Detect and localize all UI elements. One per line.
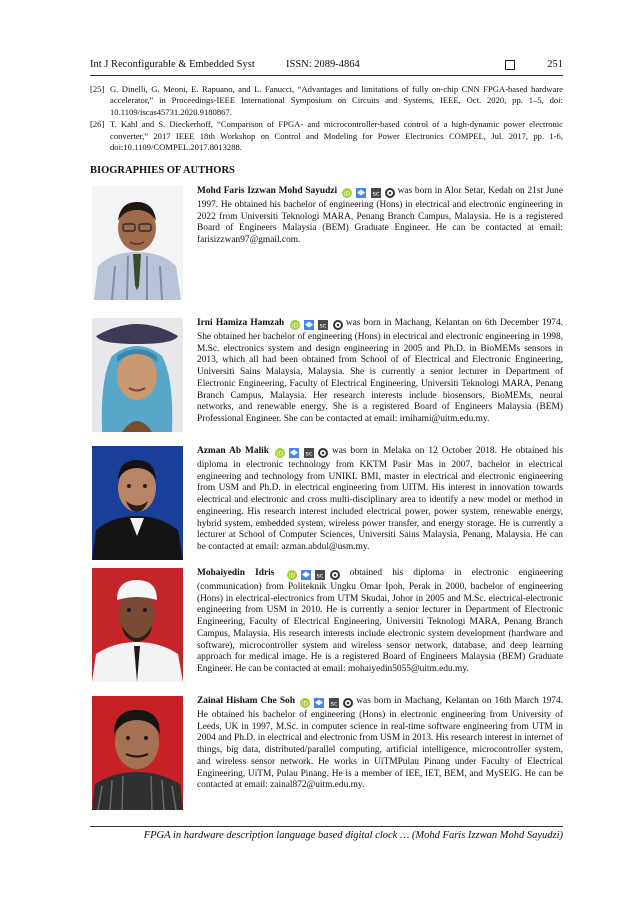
- author-profile-icons: [298, 698, 353, 710]
- svg-text:sc: sc: [330, 699, 338, 708]
- reference-item: [90, 119, 563, 153]
- publons-icon[interactable]: [385, 188, 395, 198]
- scholar-icon[interactable]: [304, 320, 314, 330]
- header-divider: [90, 75, 563, 76]
- author-description: was born in Melaka on 12 October 2018. He obtained his diploma in electronic technology from KKTM Pasir Mas in 2007, bachelor in electrical engineering and technology from UNIKL BMI, master in electrical and electronic engineering from USM and Ph.D. in electrical engineering from UITM. His interest in innovation towards electrical and electronic and cross multi-disciplinary area to identify a new model or method in engineering. His research interest included electrical power, power system, renewable energy, hybrid system, embedded system, wireless power transfer, and energy storage. He is currently a lecturer at School of Computer Sciences, Universiti Sains Malaysia, Penang, Malaysia. He can be contacted at email: azman.abdul@usm.my.: [197, 446, 564, 552]
- bio-paragraph: [197, 186, 563, 247]
- publons-icon[interactable]: [343, 698, 353, 708]
- reference-text: T. Kahl and S. Dieckerhoff, “Comparison of FPGA- and microcontroller-based control of a high-dynamic power electronic converter,” 2017 IEEE 18th Workshop on Control and Modeling for Power Electronics COMPEL, Jul. 2017, pp. 1-6, doi:10.1109/COMPEL.2017.8013288.: [110, 119, 563, 153]
- author-profile-icons: [273, 448, 328, 460]
- author-description: obtained his diploma in electronic engineering (communication) from Politeknik Ungku Omar Ipoh, Perak in 2000, bachelor of engineering (Hons) in electrical-electronics from UTM Skudai, Johor in 2005 and M.Sc. electrical-electronic engineering from USM in 2010. He is currently a senior lecturer in Department of Electronic Engineering, Faculty of Electrical Engineering, Universiti Teknologi MARA, Penang Branch Campus, Malaysia. His research interests include electronic system development (hardware and software), microcontroller system and wireless sensor network, database, and deep learning approach for medical image. He is a registered Board of Engineers Malaysia (BEM) Graduate Engineer. He can be contacted at email: mohaiyedin5055@uitm.edu.my.: [197, 568, 564, 674]
- bio-paragraph: [197, 318, 563, 426]
- scopus-icon[interactable]: [329, 698, 339, 708]
- issn: ISSN: 2089-4864: [286, 59, 360, 70]
- author-name: Irni Hamiza Hamzah: [197, 318, 285, 328]
- orcid-icon[interactable]: [287, 570, 297, 580]
- author-photo: [92, 186, 183, 300]
- scopus-icon[interactable]: [315, 570, 325, 580]
- checkbox-square-icon: [505, 60, 515, 70]
- svg-text:iD: iD: [276, 450, 284, 458]
- author-photo: [92, 446, 183, 560]
- svg-text:sc: sc: [305, 449, 313, 458]
- journal-name: Int J Reconfigurable & Embedded Syst: [90, 59, 255, 70]
- scopus-icon[interactable]: [371, 188, 381, 198]
- svg-text:iD: iD: [288, 572, 295, 580]
- svg-text:iD: iD: [301, 700, 309, 708]
- publons-icon[interactable]: [333, 320, 343, 330]
- reference-number: [26]: [90, 119, 105, 130]
- scopus-icon[interactable]: [304, 448, 314, 458]
- bio-paragraph: [197, 568, 563, 676]
- publons-icon[interactable]: [330, 570, 340, 580]
- reference-text: G. Dinelli, G. Meoni, E. Rapuano, and L. Fanucci, “Advantages and limitations of fully on-chip CNN FPGA-based hardware accelerator,” in Proceedings-IEEE International Symposium on Circuits and Systems, IEEE, Oct. 2020, pp. 1–5, doi: 10.1109/iscas45731.2020.9180867.: [110, 84, 563, 117]
- author-description: was born in Machang, Kelantan on 16th March 1974. He obtained his bachelor of engineering (Hons) in electronic engineering from University of Leeds, UK in 1997, M.Sc. in computer science in real-time software engineering from UTM in 2004 and Ph.D. in electrical and electronic from USM in 2013. His research interest in internet of things, big data, distributed/parallel computing, artificial intelligence, microcontroller system, and wireless sensor network. He works in UiTMPulau Pinang under Faculty of Electrical Engineering, UiTM, Pulau Pinang. He is a member of IEE, IET, BEM, and MySEIG. He can be contacted at email: zainal872@uitm.edu.my.: [197, 696, 564, 791]
- orcid-icon[interactable]: [342, 188, 352, 198]
- reference-item: [90, 84, 563, 118]
- author-photo: [92, 696, 183, 810]
- svg-text:sc: sc: [372, 189, 379, 198]
- svg-text:sc: sc: [319, 321, 327, 330]
- running-footer: FPGA in hardware description language based digital clock … (Mohd Faris Izzwan Mohd Sayudzi): [143, 830, 563, 841]
- svg-text:iD: iD: [291, 322, 298, 330]
- scopus-icon[interactable]: [318, 320, 328, 330]
- author-name: Azman Ab Malik: [197, 446, 270, 456]
- author-name: Mohd Faris Izzwan Mohd Sayudzi: [197, 186, 338, 196]
- reference-list: [90, 84, 563, 154]
- author-profile-icons: [340, 188, 395, 200]
- author-name: Zainal Hisham Che Soh: [197, 696, 295, 706]
- section-heading: BIOGRAPHIES OF AUTHORS: [90, 165, 235, 176]
- reference-number: [25]: [90, 84, 105, 94]
- scholar-icon[interactable]: [356, 188, 366, 198]
- svg-text:iD: iD: [343, 190, 350, 198]
- author-photo: [92, 318, 183, 432]
- orcid-icon[interactable]: [275, 448, 285, 458]
- author-description: was born in Alor Setar, Kedah on 21st June 1997. He obtained his bachelor of engineering (Hons) in electrical and electronic engineering in 2022 from Universiti Teknologi MARA, Penang Branch Campus, Malaysia. He is a registered Board of Engineers Malaysia (BEM) Graduate Engineer. He can be contacted at email: farisizzwan97@gmail.com.: [197, 186, 564, 245]
- publons-icon[interactable]: [318, 448, 328, 458]
- footer-divider: [90, 826, 563, 827]
- orcid-icon[interactable]: [290, 320, 300, 330]
- scholar-icon[interactable]: [301, 570, 311, 580]
- scholar-icon[interactable]: [289, 448, 299, 458]
- author-profile-icons: [288, 320, 343, 332]
- bio-paragraph: [197, 446, 563, 554]
- author-photo: [92, 568, 183, 682]
- scholar-icon[interactable]: [314, 698, 324, 708]
- author-description: was born in Machang, Kelantan on 6th December 1974. She obtained her bachelor of engineering (Hons) in electrical and electronic engineering in 1998, M.Sc. electronics system and design engineering in 2005 and Ph.D. in BioMEMs sensors in 2013, which all had been obtained from School of of Electrical and Electronic Engineering, Universiti Sains Malaysia, Malaysia. She is currently a senior lecturer in Department of Electronic Engineering, Faculty of Electrical Engineering, Universiti Teknologi MARA, Penang Branch Campus, Malaysia. Her research interests include biosensors, BioMEMs, neural networks, and renewable energy. She is a registered Board of Engineers Malaysia (BEM) Professional Engineer. She can be contacted at email: irnihami@uitm.edu.my.: [197, 318, 563, 424]
- author-name: Mohaiyedin Idris: [197, 568, 275, 578]
- author-profile-icons: [285, 570, 340, 582]
- page-number: 251: [547, 59, 563, 70]
- bio-paragraph: [197, 696, 563, 792]
- orcid-icon[interactable]: [300, 698, 310, 708]
- svg-text:sc: sc: [316, 571, 324, 580]
